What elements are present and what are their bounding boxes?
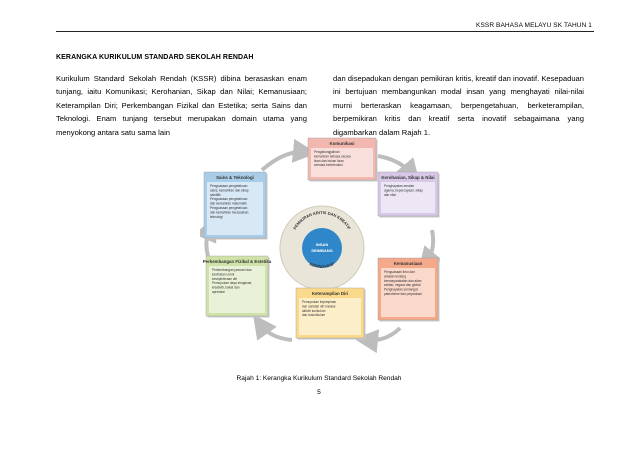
box-point: dan kemahiran matematik — [210, 201, 247, 206]
box-fizikal — [203, 256, 272, 318]
center-label-line2: SEIMBANG — [311, 248, 333, 253]
center-label-line1: INSAN — [315, 242, 329, 247]
kssr-framework-diagram — [200, 132, 440, 354]
box-komunikasi — [308, 138, 378, 182]
box-point: Penghayatan amalan — [384, 184, 415, 188]
box-point: aktiviti kurikulum — [302, 308, 326, 313]
ring-label-bottom: BERINOVATIF — [308, 261, 336, 270]
body-right-column: dan disepadukan dengan pemikiran kritis, kreatif dan inovatif. Kesepaduan ini bertujuan membangunkan modal insan yang menghayati nilai-nilai murni berteraskan keagamaan, berpengetahuan, berketerampilan, berpemikiran kritis dan kreatif serta inovatif sebagaimana yang digambarkan dalam Rajah 1. — [333, 74, 584, 137]
box-point: dan kemahiran berasaskan — [210, 210, 249, 215]
box-kerohanian — [378, 172, 440, 218]
box-keterampilan — [296, 288, 366, 340]
arrow-kerohanian-kemanusiaan — [426, 230, 433, 262]
box-point: semasa berinteraksi — [314, 163, 343, 168]
arrow-keterampilan-fizikal — [260, 324, 292, 340]
box-point: Pemupukan daya imaginasi, — [212, 281, 253, 286]
box-point: Penghayatan semangat — [384, 287, 418, 292]
box-point: kesejahteraan diri — [212, 276, 238, 281]
box-point: patriotisme dan perpaduan — [384, 292, 422, 296]
box-point: Penguasaan ilmu dan — [384, 270, 415, 274]
box-point: dan sahsiah diri melalui — [302, 304, 336, 309]
box-kemanusiaan — [378, 258, 440, 322]
box-title: Sains & Teknologi — [216, 175, 254, 180]
box-point: Pemupukan kepimpinan — [302, 300, 337, 304]
box-point: teknologi — [210, 214, 223, 219]
box-point: kemasyarakatan dan alam — [384, 278, 422, 283]
box-point: kreativiti, bakat dan — [212, 285, 240, 290]
box-point: kesihatan untuk — [212, 272, 235, 277]
box-title: Keterampilan Diri — [311, 291, 349, 296]
box-point: sains, kemahiran dan sikap — [210, 188, 249, 193]
figure-caption: Rajah 1: Kerangka Kurikulum Standard Sekolah Rendah — [236, 375, 402, 382]
box-point: Penguasaan pengetahuan — [210, 206, 248, 210]
box-point: Perkembangan jasmani dan — [212, 268, 252, 272]
box-point: apresiasi — [212, 290, 225, 294]
box-point: dan nilai — [384, 192, 396, 197]
box-point: kemahiran bahasa secara — [314, 154, 351, 159]
body-left-column: Kurikulum Standard Sekolah Rendah (KSSR) dibina berasaskan enam tunjang, iaitu Komunikasi; Kerohanian, Sikap dan Nilai; Kemanusiaan; Keterampilan Diri; Perkembangan Fizikal dan Estetika; serta Sains dan Teknologi. Enam tunjang tersebut merupakan domain utama yang menyokong antara satu sama lain — [56, 74, 307, 137]
box-title: Kemanusiaan — [393, 261, 423, 266]
box-title: Kerohanian, Sikap & Nilai — [381, 175, 435, 180]
box-point: amalan tentang — [384, 274, 406, 279]
box-title: Komunikasi — [329, 141, 355, 146]
box-point: Penguasaan pengetahuan — [210, 197, 248, 202]
ring-label-top: PEMIKIRAN KRITIS DAN KREATIF — [292, 209, 352, 231]
box-point: Penguasaan pengetahuan — [210, 184, 248, 188]
page-number: 5 — [317, 389, 321, 396]
box-sains — [204, 172, 268, 240]
box-point: sekitar, negara dan global — [384, 283, 421, 288]
section-title: KERANGKA KURIKULUM STANDARD SEKOLAH RENDAH — [56, 54, 254, 61]
box-point: lisan dan bukan lisan — [314, 158, 344, 163]
box-point: Pengabungjalinan — [314, 150, 340, 154]
header-divider — [56, 31, 594, 32]
box-title: Perkembangan Fizikal & Estetika — [202, 259, 272, 264]
arrow-komunikasi-kerohanian — [378, 156, 412, 174]
arrow-kemanusiaan-keterampilan — [366, 328, 400, 340]
box-point: dan kokurikulum — [302, 313, 326, 318]
box-point: saintifik — [210, 192, 221, 197]
box-point: agama, kepercayaan, sikap — [384, 188, 423, 193]
arrow-sains-komunikasi — [262, 152, 305, 170]
running-header: KSSR BAHASA MELAYU SK TAHUN 1 — [476, 22, 592, 29]
